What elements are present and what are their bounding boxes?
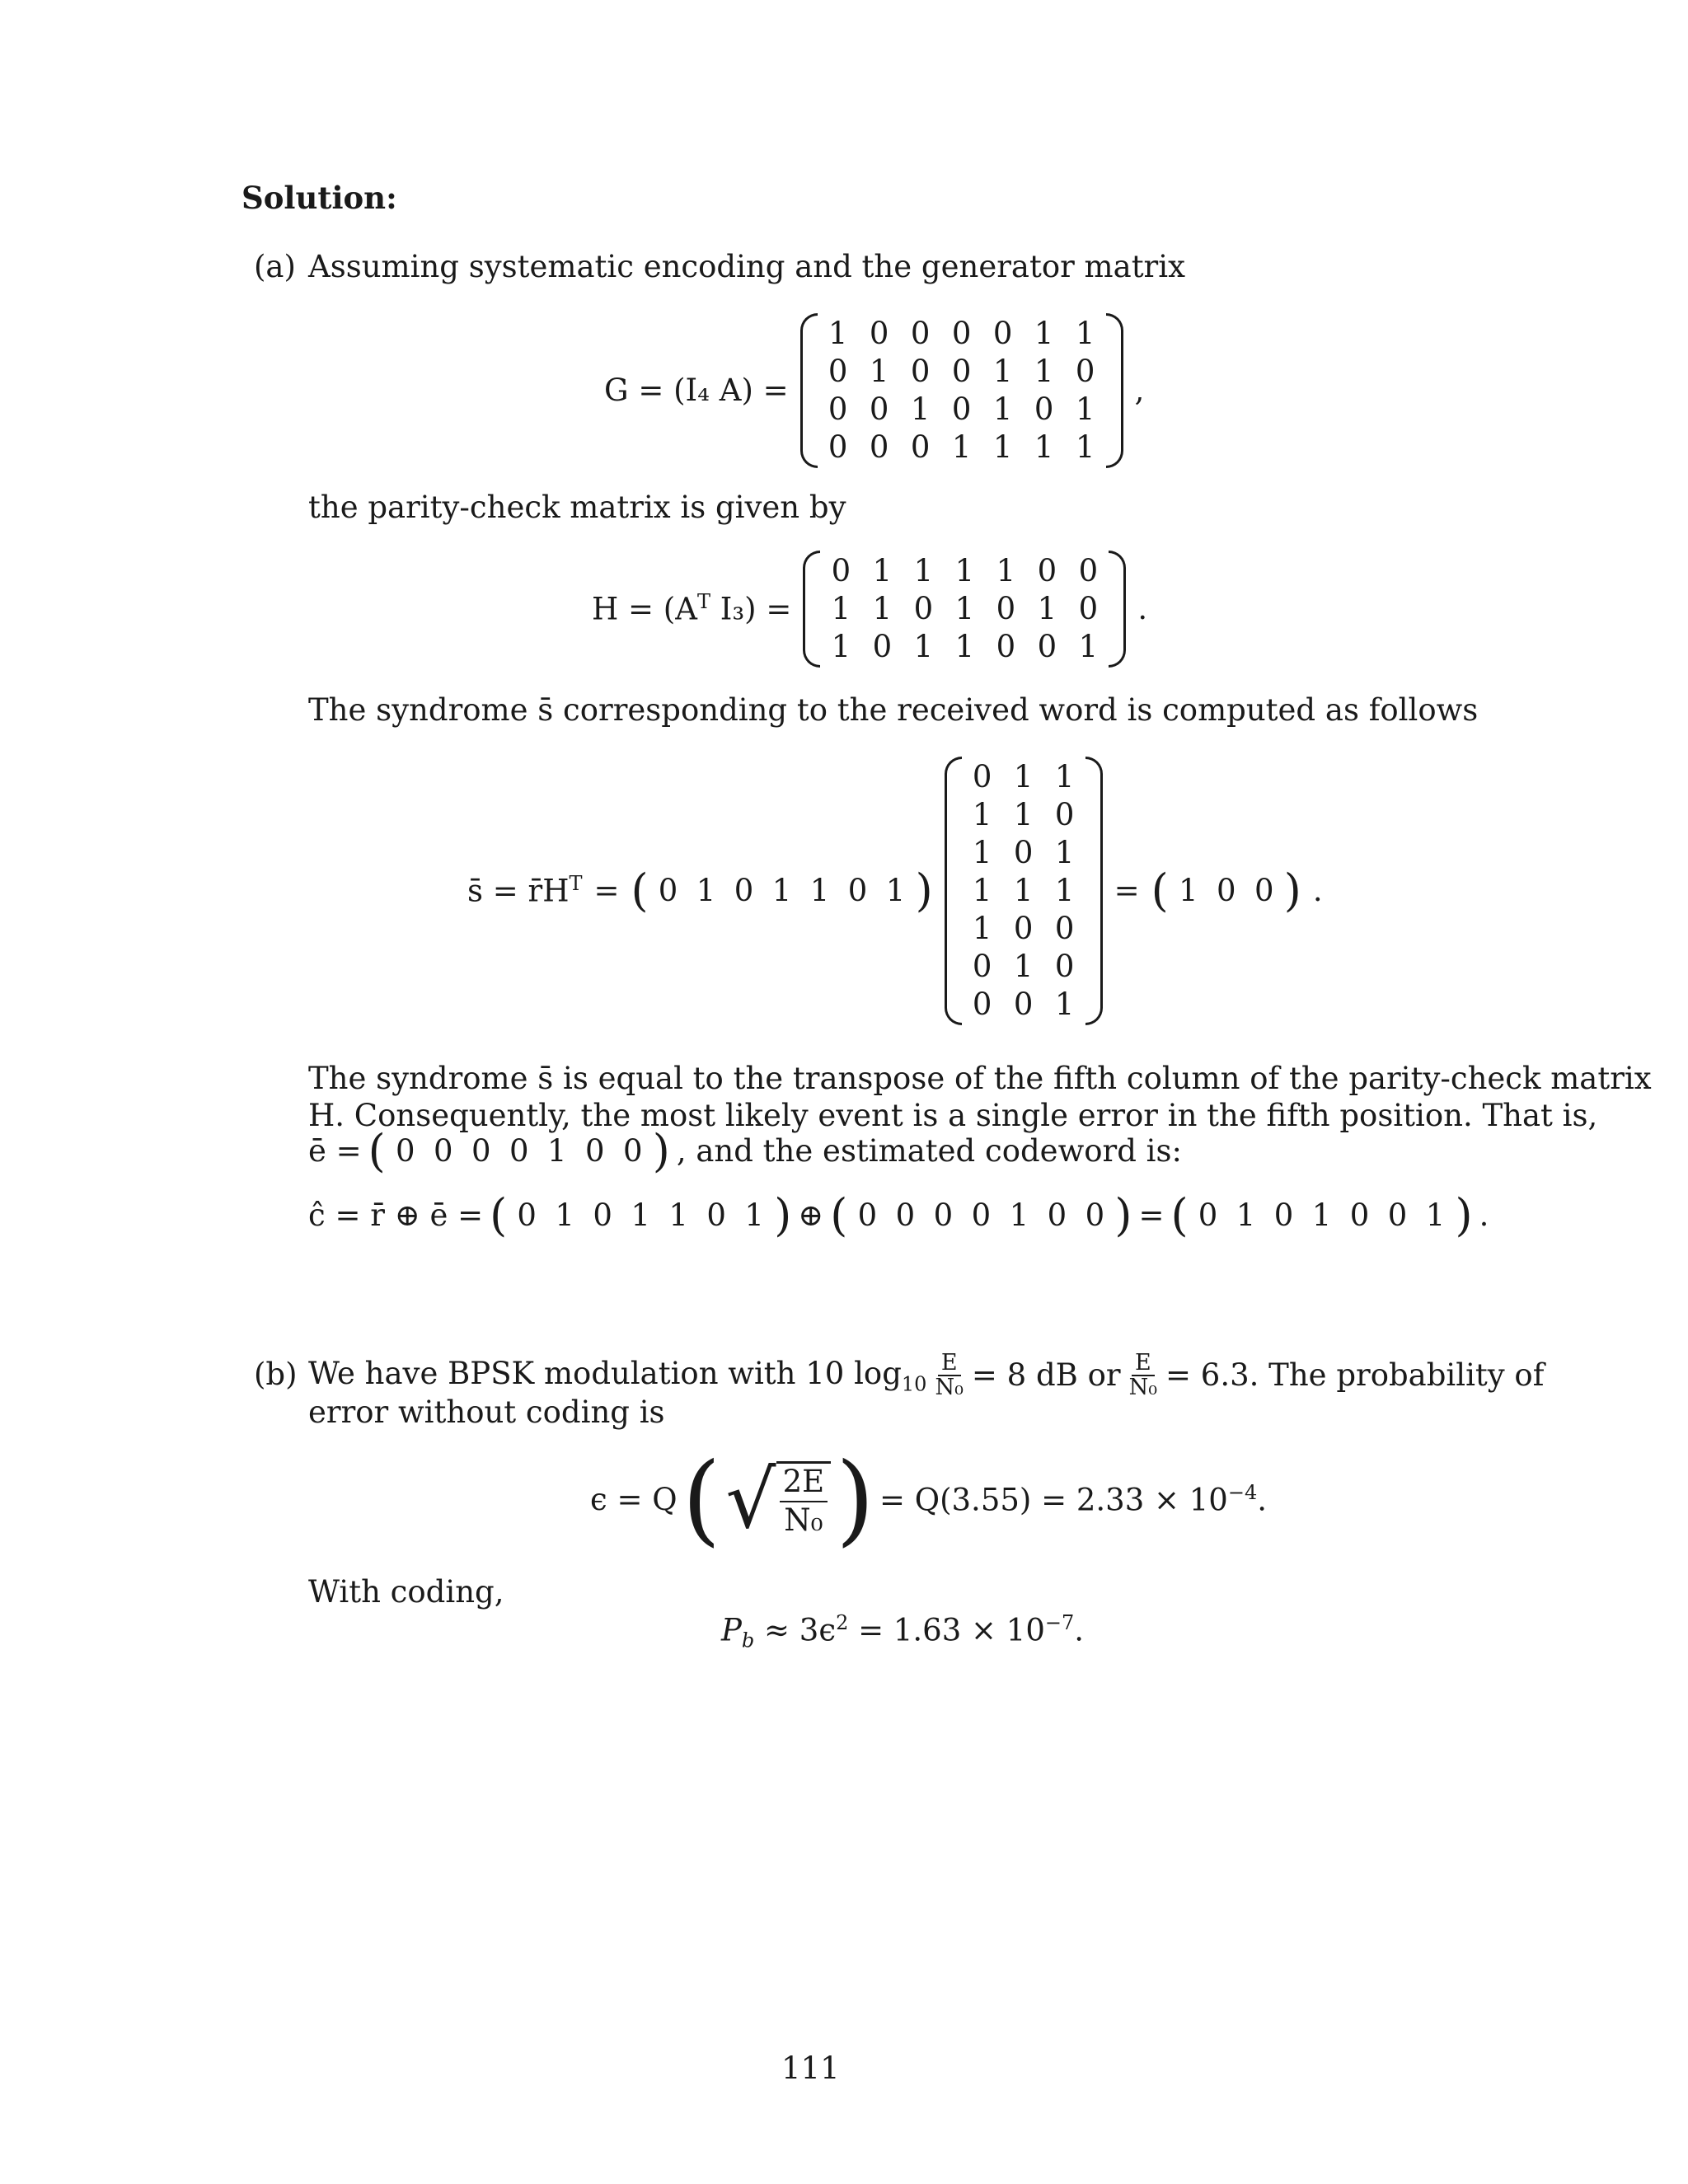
- h-matrix-cell: 1: [872, 591, 893, 626]
- c-oplus: ⊕: [798, 1197, 824, 1233]
- h-matrix-cell: 1: [831, 591, 851, 626]
- part-b-line-1: [308, 1352, 1544, 1400]
- h-matrix-cell: 0: [996, 629, 1016, 664]
- ht-matrix-cell: 1: [1013, 873, 1034, 908]
- e-vector-entry: 0: [509, 1132, 529, 1169]
- ht-matrix-cell: 1: [1013, 759, 1034, 794]
- c-result-entry: 0: [1273, 1197, 1294, 1233]
- c-result-entry: 0: [1387, 1197, 1408, 1233]
- part-a-label: (a): [254, 249, 296, 284]
- g-matrix-cell: 1: [1034, 316, 1054, 351]
- h-matrix-cell: 1: [872, 553, 893, 588]
- h-matrix-cell: 0: [872, 629, 893, 664]
- e-vector-entry: 0: [433, 1132, 453, 1169]
- c-e-entry: 0: [933, 1197, 954, 1233]
- c-r-entry: 1: [744, 1197, 764, 1233]
- s-result-vector: ( 1 0 0 ): [1151, 865, 1301, 916]
- ht-matrix-cell: 1: [1013, 797, 1034, 832]
- g-matrix-cell: 1: [992, 429, 1013, 465]
- g-matrix-cell: 1: [1034, 429, 1054, 465]
- page-number: 111: [781, 2050, 840, 2086]
- c-result-entry: 0: [1198, 1197, 1218, 1233]
- s-result-entry: 0: [1254, 872, 1274, 908]
- ht-matrix-cell: 1: [972, 797, 992, 832]
- r-vector-entry: 1: [771, 872, 792, 908]
- h-matrix-cell: 1: [1037, 591, 1057, 626]
- g-matrix-cell: 0: [828, 391, 848, 427]
- s-result-entry: 1: [1178, 872, 1198, 908]
- c-r-entry: 1: [631, 1197, 650, 1233]
- part-b-text-a: We have BPSK modulation with 10 log: [308, 1355, 902, 1391]
- part-b-text-c: = 6.3. The probability of: [1165, 1357, 1545, 1394]
- ht-matrix-cell: 0: [1013, 911, 1034, 946]
- ht-matrix-cell: 0: [1013, 987, 1034, 1022]
- g-matrix-cell: 0: [828, 429, 848, 465]
- g-matrix-cell: 0: [1034, 391, 1054, 427]
- ht-matrix-cell: 0: [972, 759, 992, 794]
- e-vector-entry: 0: [584, 1132, 605, 1169]
- g-matrix-cell: 1: [1075, 316, 1095, 351]
- part-b-label: (b): [254, 1357, 298, 1392]
- h-matrix: [803, 551, 1126, 668]
- h-matrix-cell: 1: [1078, 629, 1099, 664]
- c-e-vector: ( 0 0 0 0 1 0 0 ): [830, 1189, 1132, 1241]
- ht-matrix-cell: 0: [1054, 949, 1075, 984]
- s-eq: =: [593, 872, 620, 908]
- ht-matrix-cell: 0: [1013, 835, 1034, 870]
- s-result-trail: .: [1312, 872, 1323, 908]
- g-matrix-cell: 1: [992, 391, 1013, 427]
- r-vector: ( 0 1 0 1 1 0 1 ): [631, 865, 933, 916]
- g-matrix-cell: 1: [992, 354, 1013, 389]
- h-matrix-cell: 0: [996, 591, 1016, 626]
- g-lhs: G = (I₄ A) =: [604, 372, 789, 408]
- r-vector-entry: 0: [847, 872, 868, 908]
- c-trail: .: [1479, 1197, 1489, 1233]
- syndrome-equation: [467, 757, 1323, 1025]
- e-vector-entry: 0: [622, 1132, 643, 1169]
- part-b-text-b: = 8 dB or: [971, 1357, 1121, 1394]
- h-matrix-cell: 0: [1037, 629, 1057, 664]
- r-vector-entry: 1: [885, 872, 906, 908]
- h-matrix-cell: 1: [954, 629, 975, 664]
- with-coding: With coding,: [308, 1574, 504, 1610]
- c-r-vector: ( 0 1 0 1 1 0 1 ): [490, 1189, 792, 1241]
- g-matrix-cell: 1: [869, 354, 889, 389]
- g-matrix-cell: 0: [869, 391, 889, 427]
- g-matrix-cell: 0: [992, 316, 1013, 351]
- g-matrix-cell: 1: [1075, 391, 1095, 427]
- h-matrix-cell: 0: [1037, 553, 1057, 588]
- c-e-entry: 0: [1085, 1197, 1105, 1233]
- g-matrix-cell: 1: [1034, 354, 1054, 389]
- c-e-entry: 0: [971, 1197, 992, 1233]
- g-matrix-cell: 1: [910, 391, 931, 427]
- g-matrix-cell: 0: [951, 391, 972, 427]
- g-matrix-cell: 1: [951, 429, 972, 465]
- ht-matrix-cell: 1: [972, 835, 992, 870]
- part-a-intro: Assuming systematic encoding and the generator matrix: [308, 249, 1185, 284]
- conclusion-line-2: H. Consequently, the most likely event is a single error in the fifth position. That is,: [308, 1098, 1598, 1133]
- conclusion-line-1: The syndrome s̄ is equal to the transpose of the fifth column of the parity-check matrix: [308, 1061, 1652, 1096]
- g-matrix-cell: 0: [828, 354, 848, 389]
- g-matrix-cell: 0: [910, 354, 931, 389]
- g-equation: [604, 313, 1144, 468]
- conclusion-line-3: [308, 1125, 1182, 1177]
- h-matrix-cell: 0: [1078, 553, 1099, 588]
- g-matrix-cell: 0: [910, 316, 931, 351]
- h-matrix-cell: 0: [831, 553, 851, 588]
- eps-lhs: ϵ = Q: [590, 1481, 678, 1517]
- g-matrix-cell: 0: [951, 316, 972, 351]
- r-vector-entry: 0: [658, 872, 678, 908]
- r-vector-entry: 1: [809, 872, 830, 908]
- ht-matrix-cell: 1: [1054, 987, 1075, 1022]
- ht-matrix-cell: 0: [1054, 797, 1075, 832]
- ht-matrix-cell: 1: [972, 873, 992, 908]
- e-vector: ( 0 0 0 0 1 0 0 ): [368, 1125, 670, 1177]
- h-matrix-cell: 1: [996, 553, 1016, 588]
- ht-matrix-cell: 1: [1054, 759, 1075, 794]
- g-matrix-cell: 0: [1075, 354, 1095, 389]
- log-base: 10: [901, 1372, 927, 1396]
- c-e-entry: 0: [1047, 1197, 1067, 1233]
- g-trail: ,: [1134, 372, 1145, 408]
- h-matrix-cell: 0: [1078, 591, 1099, 626]
- h-matrix-cell: 1: [913, 629, 934, 664]
- syndrome-text: The syndrome s̄ corresponding to the received word is computed as follows: [308, 692, 1479, 728]
- e-vector-entry: 1: [546, 1132, 567, 1169]
- sqrt-expression: √ 2E N₀: [725, 1460, 831, 1540]
- ht-matrix-cell: 1: [1054, 835, 1075, 870]
- c-result-entry: 1: [1236, 1197, 1256, 1233]
- c-lhs: ĉ = r̄ ⊕ ē =: [308, 1197, 484, 1233]
- c-result-entry: 1: [1311, 1197, 1332, 1233]
- g-matrix-cell: 1: [1075, 429, 1095, 465]
- c-r-entry: 0: [593, 1197, 612, 1233]
- r-vector-entry: 0: [734, 872, 754, 908]
- pb-equation: $P_b \approx 3\epsilon^2 = 1.63 \times 10^{-7}$.: [721, 1611, 1085, 1652]
- codeword-equation: [308, 1189, 1489, 1241]
- c-result-entry: 1: [1425, 1197, 1446, 1233]
- parity-text: the parity-check matrix is given by: [308, 490, 846, 525]
- s-lhs: s̄ = $r̄H^T$: [467, 872, 583, 909]
- h-matrix-cell: 1: [954, 591, 975, 626]
- h-matrix-cell: 1: [954, 553, 975, 588]
- ht-matrix-cell: 1: [972, 911, 992, 946]
- g-matrix-cell: 1: [828, 316, 848, 351]
- c-eq: =: [1138, 1197, 1165, 1233]
- c-result-entry: 0: [1349, 1197, 1370, 1233]
- s-result-entry: 0: [1216, 872, 1236, 908]
- h-trail: .: [1137, 590, 1148, 626]
- part-b-line-2: error without coding is: [308, 1394, 665, 1430]
- ht-matrix-cell: 0: [972, 987, 992, 1022]
- eps-rhs: = $Q(3.55) = 2.33 \times 10^{-4}$.: [879, 1481, 1268, 1518]
- c-e-entry: 0: [857, 1197, 878, 1233]
- ht-matrix-cell: 1: [1054, 873, 1075, 908]
- c-e-entry: 0: [895, 1197, 916, 1233]
- ht-matrix-cell: 0: [972, 949, 992, 984]
- e-vector-entry: 0: [471, 1132, 491, 1169]
- g-matrix-cell: 0: [910, 429, 931, 465]
- h-matrix-cell: 1: [831, 629, 851, 664]
- g-matrix: [800, 313, 1123, 468]
- c-r-entry: 1: [668, 1197, 688, 1233]
- c-r-entry: 0: [517, 1197, 537, 1233]
- c-r-entry: 1: [555, 1197, 574, 1233]
- snr-fraction-2: $\frac{E}{\text{N₀}}$: [1128, 1350, 1158, 1401]
- g-matrix-cell: 0: [869, 316, 889, 351]
- h-matrix-cell: 1: [913, 553, 934, 588]
- s-result-eq: =: [1114, 872, 1140, 908]
- h-matrix-cell: 0: [913, 591, 934, 626]
- r-vector-entry: 1: [696, 872, 716, 908]
- ht-matrix-cell: 0: [1054, 911, 1075, 946]
- e-lhs: ē =: [308, 1132, 362, 1169]
- h-lhs: $H = (A^T$ I₃) =: [592, 590, 792, 627]
- snr-fraction-1: $\frac{E}{\text{N₀}}$: [935, 1350, 964, 1401]
- g-matrix-cell: 0: [869, 429, 889, 465]
- h-equation: [592, 551, 1147, 668]
- ht-matrix: [945, 757, 1103, 1025]
- c-e-entry: 1: [1009, 1197, 1029, 1233]
- c-r-entry: 0: [706, 1197, 726, 1233]
- e-vector-entry: 0: [395, 1132, 415, 1169]
- ht-matrix-cell: 1: [1013, 949, 1034, 984]
- conclusion-line-3-rest: , and the estimated codeword is:: [676, 1132, 1182, 1169]
- solution-heading: Solution:: [241, 180, 397, 216]
- epsilon-equation: ϵ = Q ( √ 2E N₀ ) = $Q(3.55) = 2.33 \times 10^{-4}$.: [590, 1442, 1268, 1557]
- g-matrix-cell: 0: [951, 354, 972, 389]
- c-result-vector: ( 0 1 0 1 0 0 1 ): [1170, 1189, 1473, 1241]
